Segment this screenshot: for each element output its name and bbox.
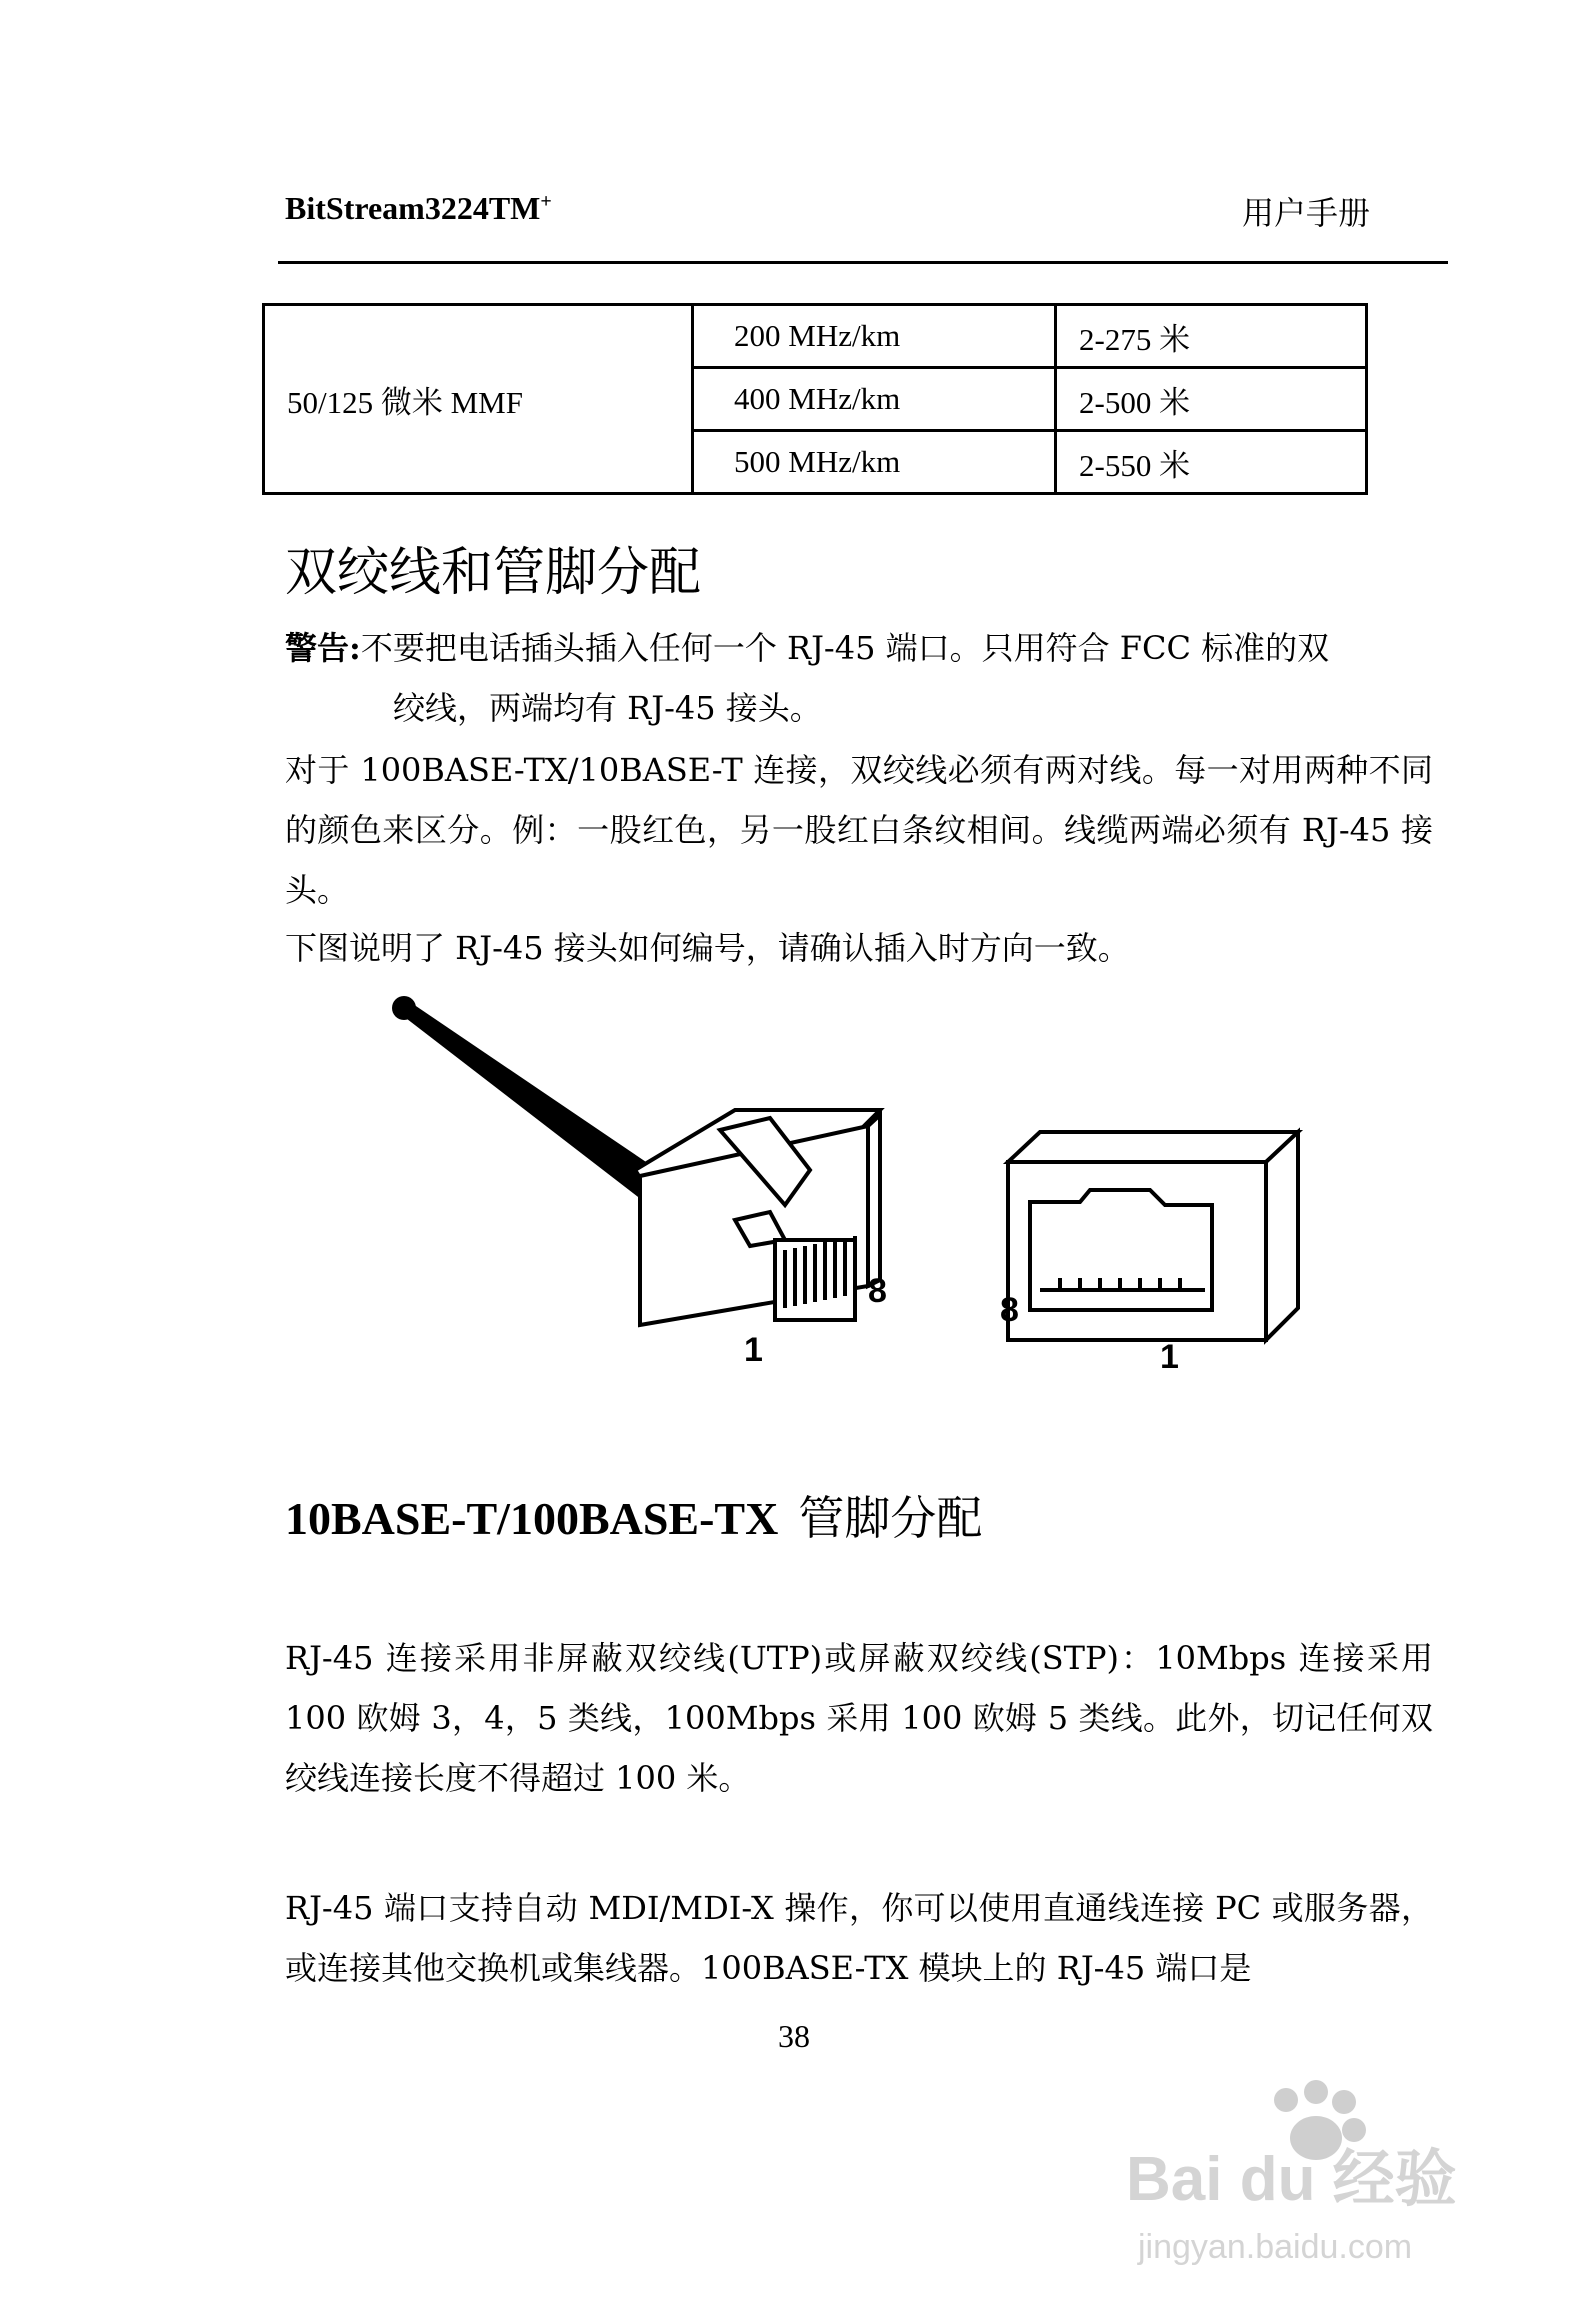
jack-pin-1-label: 1	[1160, 1338, 1179, 1376]
warning-text-line1: 不要把电话插头插入任何一个 RJ-45 端口。只用符合 FCC 标准的双	[360, 629, 1330, 667]
rj45-pinout-figure	[390, 990, 1325, 1395]
table-cell-bandwidth: 400 MHz/km	[693, 368, 1056, 431]
table-cell-bandwidth: 200 MHz/km	[693, 305, 1056, 368]
rj45-jack-illustration	[1008, 1132, 1298, 1340]
fiber-spec-table	[262, 303, 1368, 495]
section-title: 双绞线和管脚分配	[285, 543, 702, 603]
page-number: 38	[778, 2018, 810, 2054]
warning-text-line2: 绞线，两端均有 RJ-45 接头。	[393, 689, 822, 727]
rj45-plug-illustration	[635, 1110, 880, 1325]
table-cell-distance: 2-550 米	[1056, 431, 1367, 494]
table-cell-distance: 2-275 米	[1056, 305, 1367, 368]
watermark-url: jingyan.baidu.com	[1138, 2228, 1413, 2266]
baidu-watermark	[1116, 2080, 1496, 2280]
cable-illustration	[392, 996, 652, 1200]
watermark-brand: Bai du 经验	[1126, 2145, 1457, 2214]
figure-intro-paragraph: 下图说明了 RJ-45 接头如何编号，请确认插入时方向一致。	[285, 929, 1130, 967]
table-row-label: 50/125 微米 MMF	[264, 305, 693, 494]
warning-paragraph	[285, 618, 1433, 738]
table-cell-distance: 2-500 米	[1056, 368, 1367, 431]
header-divider	[278, 261, 1448, 264]
jack-pin-8-label: 8	[1000, 1291, 1019, 1329]
header-doc-type: 用户手册	[1241, 194, 1370, 232]
warning-label: 警告:	[285, 629, 361, 667]
table-cell-bandwidth: 500 MHz/km	[693, 431, 1056, 494]
subsection-title: 10BASE-T/100BASE-TX 管脚分配	[285, 1491, 983, 1545]
table-row	[264, 305, 1367, 368]
mdi-paragraph: RJ-45 端口支持自动 MDI/MDI-X 操作，你可以使用直通线连接 PC 或服务器，或连接其他交换机或集线器。100BASE-TX 模块上的 RJ-45 端口是	[285, 1889, 1433, 1987]
header-title: BitStream3224TM+	[285, 190, 552, 226]
twisted-pair-paragraph: 对于 100BASE-TX/10BASE-T 连接，双绞线必须有两对线。每一对用两种不同的颜色来区分。例：一股红色，另一股红白条纹相间。线缆两端必须有 RJ-45 接头。	[285, 751, 1433, 909]
plug-pin-8-label: 8	[868, 1272, 887, 1310]
cable-spec-paragraph: RJ-45 连接采用非屏蔽双绞线(UTP)或屏蔽双绞线(STP)：10Mbps 连接采用 100 欧姆 3，4，5 类线，100Mbps 采用 100 欧姆 5 类线。此外，切记任何双绞线连接长度不得超过 100 米。	[285, 1639, 1433, 1797]
plug-pin-1-label: 1	[744, 1331, 763, 1369]
